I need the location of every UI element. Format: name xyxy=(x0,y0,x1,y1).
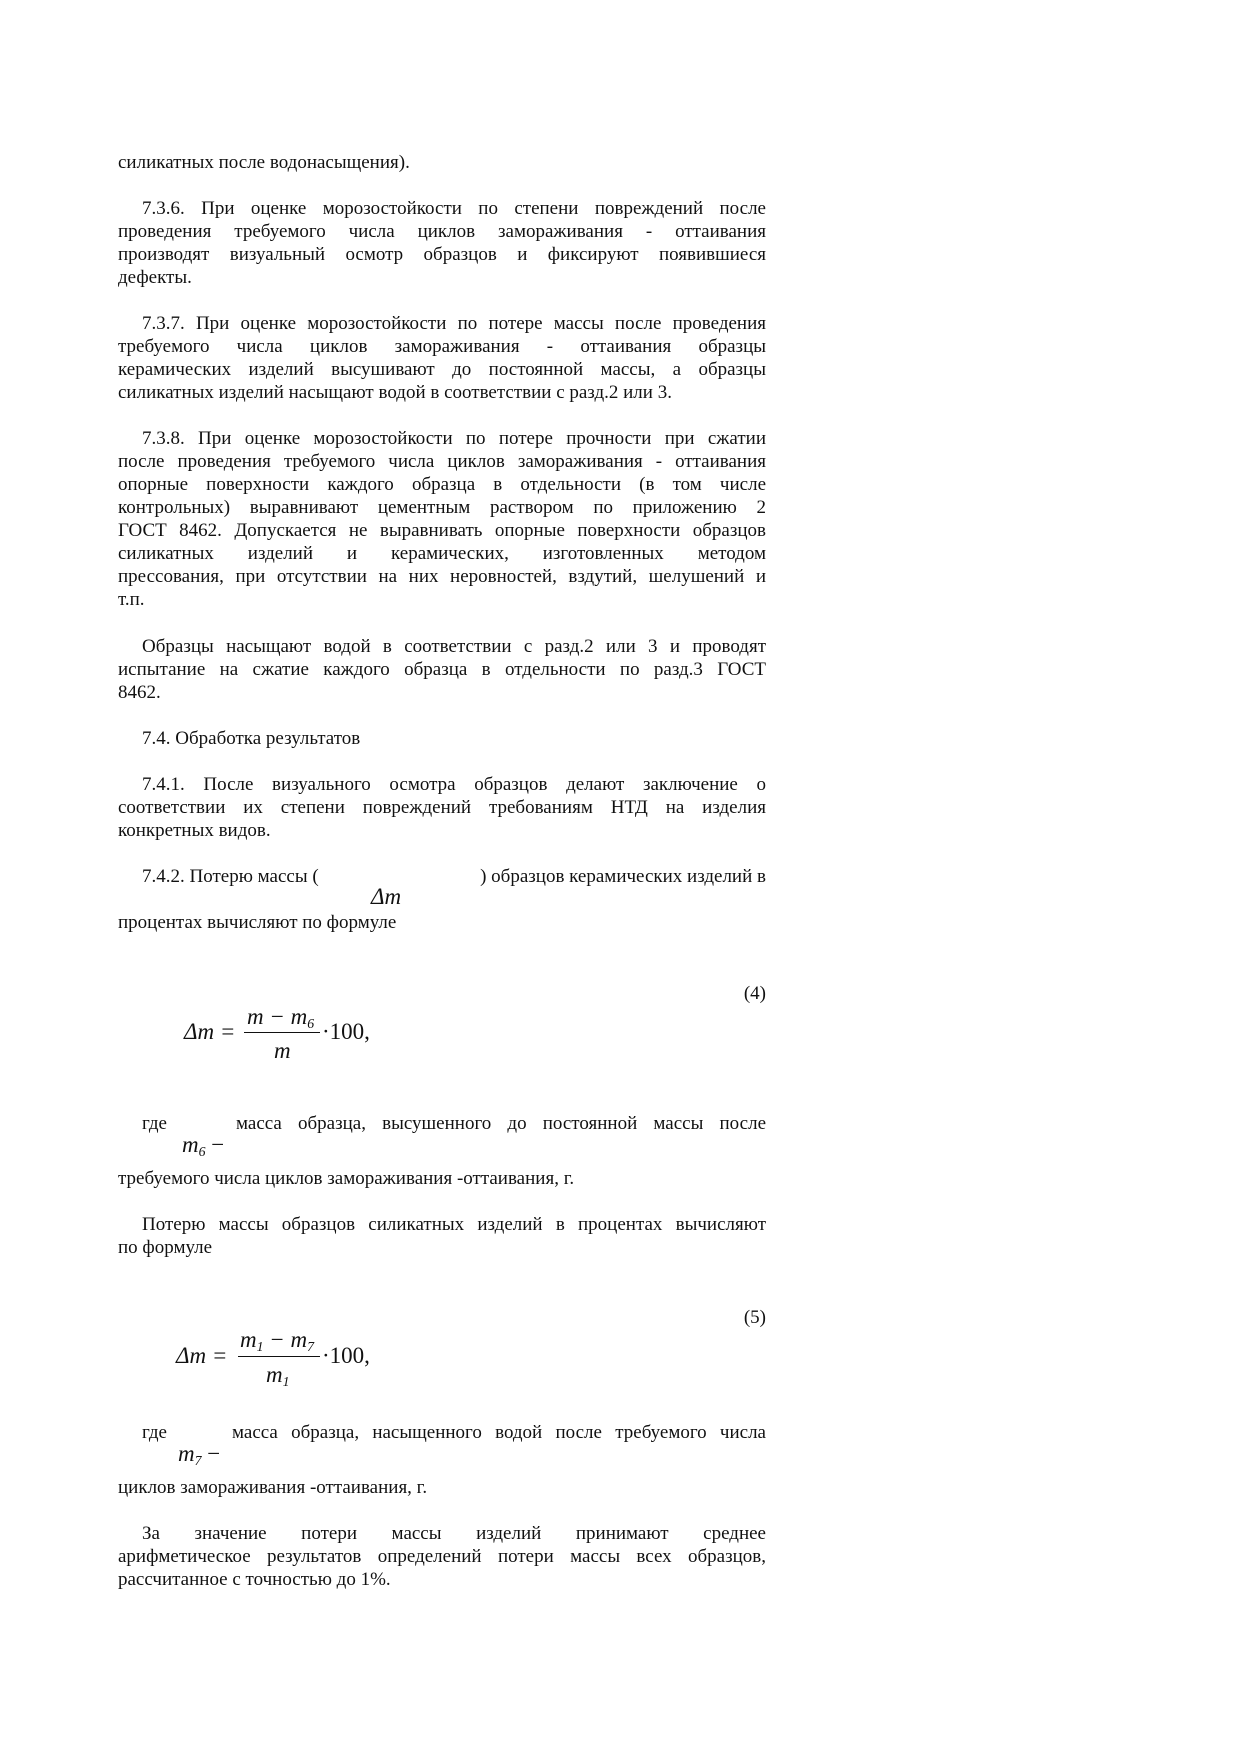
paragraph-line: производят визуальный осмотр образцов и фиксируют появившиеся xyxy=(118,244,766,265)
paragraph-line: масса образца, высушенного до постоянной массы после xyxy=(236,1113,766,1134)
paragraph-line: требуемого числа циклов замораживания - оттаивания образцы xyxy=(118,336,766,357)
equation-number: (5) xyxy=(743,1307,766,1328)
paragraph-line: 7.4.2. Потерю массы ( xyxy=(142,866,319,887)
equation-number: (4) xyxy=(743,983,766,1004)
equation-lhs: Δm = xyxy=(176,1343,228,1368)
paragraph-line: испытание на сжатие каждого образца в отдельности по разд.3 ГОСТ xyxy=(118,659,766,680)
equation-tail: ·100, xyxy=(322,1343,370,1368)
equation-tail: ·100, xyxy=(322,1019,370,1044)
paragraph-line: арифметическое результатов определений потери массы всех образцов, xyxy=(118,1546,766,1567)
paragraph-line: проведения требуемого числа циклов замораживания - оттаивания xyxy=(118,221,766,242)
m7-symbol: $m_7$ − xyxy=(178,1441,221,1469)
where-label: где xyxy=(142,1422,167,1443)
paragraph-line: силикатных после водонасыщения). xyxy=(118,152,410,173)
paragraph-line: ) образцов керамических изделий в xyxy=(480,866,766,887)
paragraph-line: 7.4.1. После визуального осмотра образцов делают заключение о xyxy=(142,774,766,795)
paragraph-line: 7.3.7. При оценке морозостойкости по потере массы после проведения xyxy=(142,313,766,334)
paragraph-line: ГОСТ 8462. Допускается не выравнивать опорные поверхности образцов xyxy=(118,520,766,541)
equation-denominator: m xyxy=(274,1038,291,1063)
paragraph-line: рассчитанное с точностью до 1%. xyxy=(118,1569,391,1590)
paragraph-line: 8462. xyxy=(118,682,161,703)
paragraph-line: Образцы насыщают водой в соответствии с разд.2 или 3 и проводят xyxy=(142,636,766,657)
paragraph-line: т.п. xyxy=(118,589,145,610)
paragraph-line: 7.3.8. При оценке морозостойкости по потере прочности при сжатии xyxy=(142,428,766,449)
paragraph-line: после проведения требуемого числа циклов замораживания - оттаивания xyxy=(118,451,766,472)
paragraph-line: соответствии их степени повреждений требованиям НТД на изделия xyxy=(118,797,766,818)
fraction-bar xyxy=(238,1356,320,1357)
paragraph-line: конкретных видов. xyxy=(118,820,271,841)
paragraph-line: масса образца, насыщенного водой после требуемого числа xyxy=(232,1422,766,1443)
paragraph-line: Потерю массы образцов силикатных изделий в процентах вычисляют xyxy=(142,1214,766,1235)
equation-lhs: Δm = xyxy=(184,1019,236,1044)
paragraph-line: процентах вычисляют по формуле xyxy=(118,912,397,933)
paragraph-line: циклов замораживания -оттаивания, г. xyxy=(118,1477,428,1498)
equation-numerator: $m - m_6$ xyxy=(247,1004,315,1032)
section-heading: 7.4. Обработка результатов xyxy=(142,728,361,749)
where-label: где xyxy=(142,1113,167,1134)
delta-m-symbol: Δm xyxy=(371,884,402,909)
paragraph-line: За значение потери массы изделий принимают среднее xyxy=(142,1523,766,1544)
paragraph-line: силикатных изделий и керамических, изготовленных методом xyxy=(118,543,766,564)
paragraph-line: по формуле xyxy=(118,1237,213,1258)
paragraph-line: дефекты. xyxy=(118,267,192,288)
paragraph-line: 7.3.6. При оценке морозостойкости по степени повреждений после xyxy=(142,198,766,219)
equation-numerator: $m_1 - m_7$ xyxy=(240,1327,315,1355)
paragraph-line: прессования, при отсутствии на них неровностей, вздутий, шелушений и xyxy=(118,566,766,587)
equation-denominator: $m_1$ xyxy=(266,1362,290,1390)
paragraph-line: силикатных изделий насыщают водой в соответствии с разд.2 или 3. xyxy=(118,382,672,403)
paragraph-line: контрольных) выравнивают цементным раствором по приложению 2 xyxy=(118,497,766,518)
m6-symbol: $m_6$ − xyxy=(182,1132,225,1160)
paragraph-line: опорные поверхности каждого образца в отдельности (в том числе xyxy=(118,474,766,495)
paragraph-line: требуемого числа циклов замораживания -оттаивания, г. xyxy=(118,1168,575,1189)
paragraph-line: керамических изделий высушивают до постоянной массы, а образцы xyxy=(118,359,766,380)
fraction-bar xyxy=(244,1032,320,1033)
